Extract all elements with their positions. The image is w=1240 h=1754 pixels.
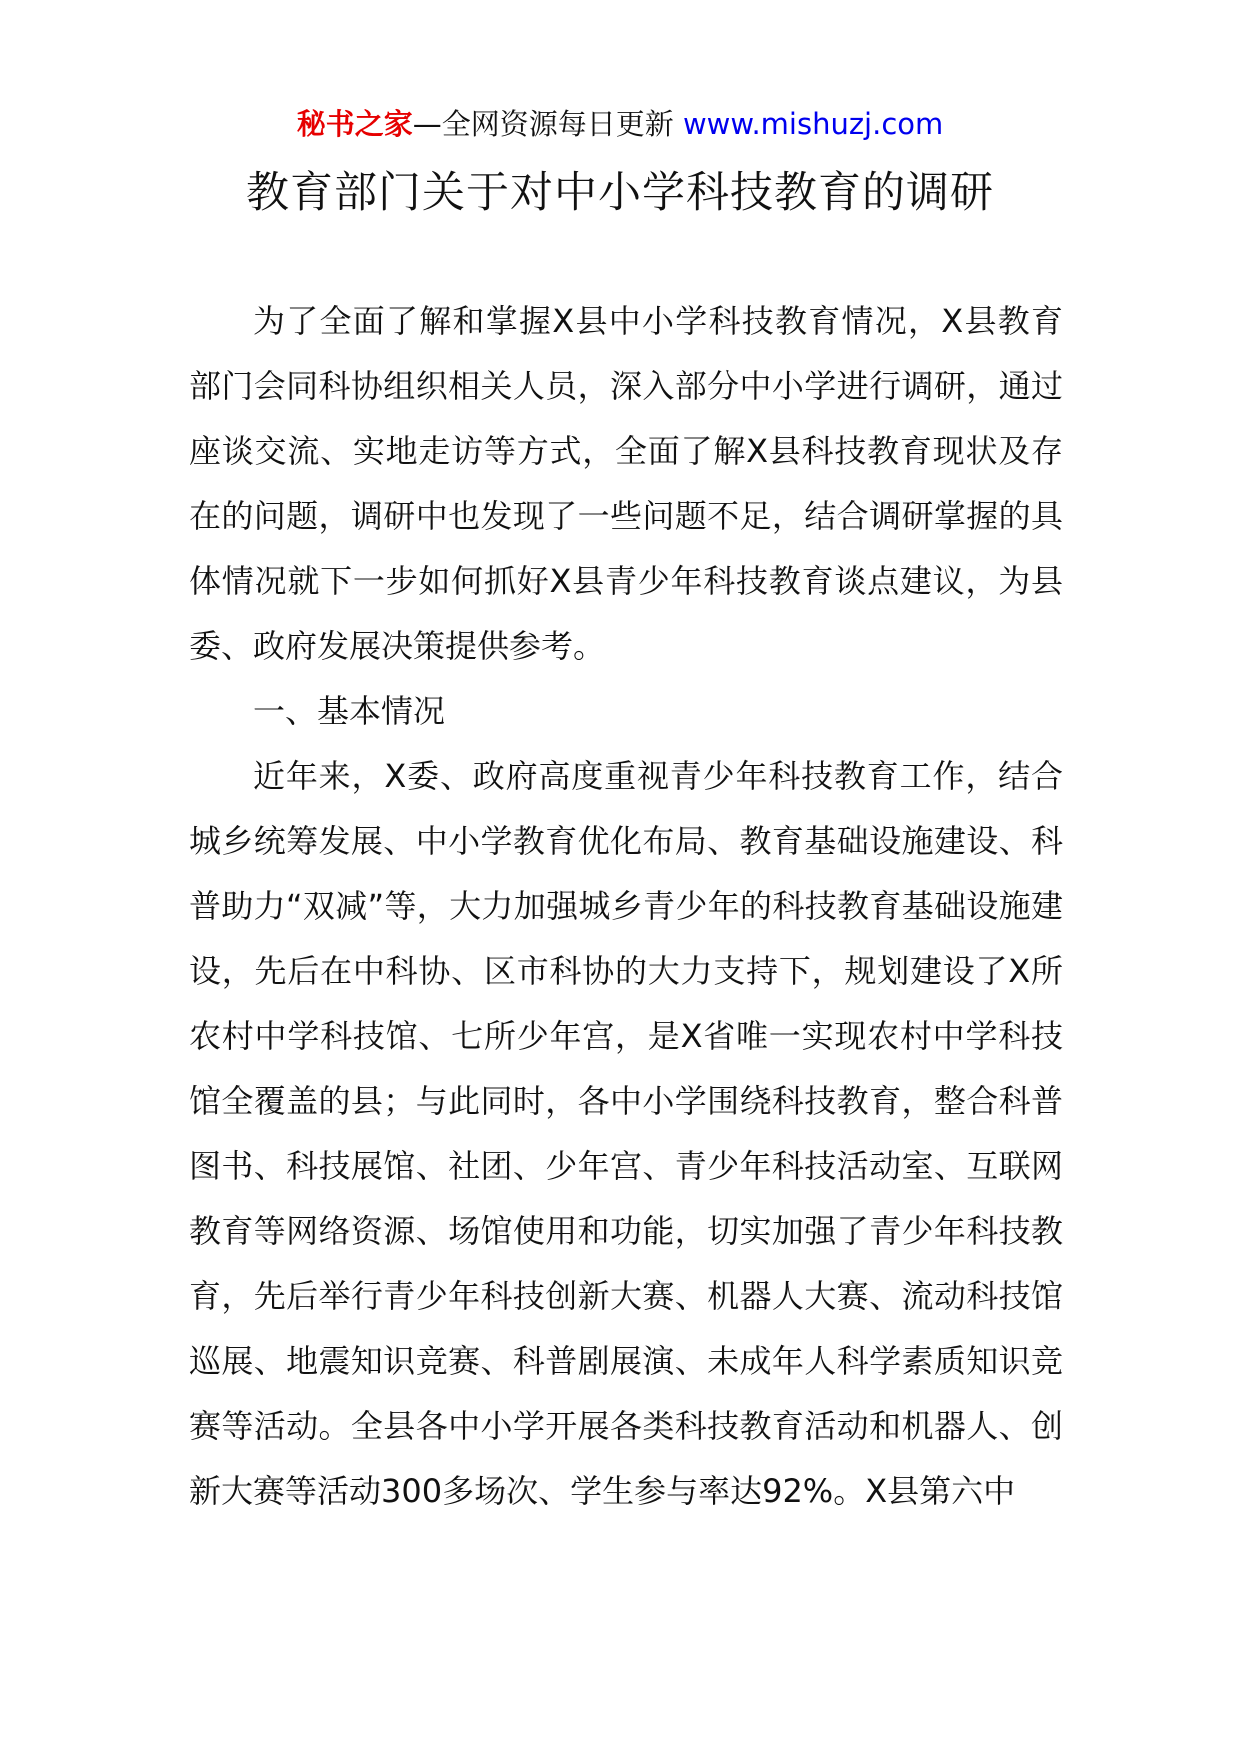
brand-slogan: —全网资源每日更新 — [412, 107, 674, 141]
section-heading-basic: 一、基本情况 — [253, 692, 446, 730]
site-link[interactable]: www.mishuzj.com — [682, 107, 944, 141]
document-title: 教育部门关于对中小学科技教育的调研 — [246, 168, 994, 218]
watermark-header — [0, 104, 1240, 144]
document-body — [189, 289, 1063, 1524]
paragraph-intro: 为了全面了解和掌握X县中小学科技教育情况，X县教育部门会同科协组织相关人员，深入部分中小学进行调研，通过座谈交流、实地走访等方式，全面了解X县科技教育现状及存在的问题，调研中也发现了一些问题不足，结合调研掌握的具体情况就下一步如何抓好X县青少年科技教育谈点建议，为县委、政府发展决策提供参考。 — [189, 302, 1063, 665]
paragraph-basic-situation: 近年来，X委、政府高度重视青少年科技教育工作，结合城乡统筹发展、中小学教育优化布局、教育基础设施建设、科普助力“双减”等，大力加强城乡青少年的科技教育基础设施建设，先后在中科协、区市科协的大力支持下，规划建设了X所农村中学科技馆、七所少年宫，是X省唯一实现农村中学科技馆全覆盖的县；与此同时，各中小学围绕科技教育，整合科普图书、科技展馆、社团、少年宫、青少年科技活动室、互联网教育等网络资源、场馆使用和功能，切实加强了青少年科技教育，先后举行青少年科技创新大赛、机器人大赛、流动科技馆巡展、地震知识竞赛、科普剧展演、未成年人科学素质知识竞赛等活动。全县各中小学开展各类科技教育活动和机器人、创新大赛等活动300多场次、学生参与率达92%。X县第六中 — [189, 757, 1063, 1510]
brand-name: 秘书之家 — [296, 107, 413, 141]
